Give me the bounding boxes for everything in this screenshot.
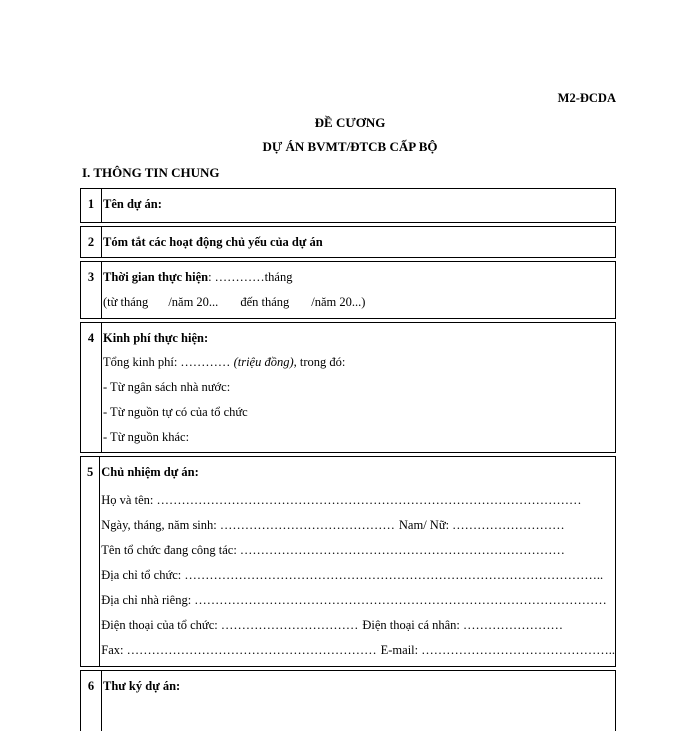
row-secretary bbox=[80, 670, 616, 731]
leader-org-field[interactable]: Tên tổ chức đang công tác: …………………………………………………………………… bbox=[101, 543, 565, 557]
leader-personal-phone-field[interactable]: Điện thoại cá nhân: …………………… bbox=[362, 618, 564, 632]
leader-dob-field[interactable]: Ngày, tháng, năm sinh: …………………………………… bbox=[101, 518, 395, 532]
budget-unit: (triệu đồng) bbox=[233, 355, 294, 369]
leader-email-field[interactable]: E-mail: ……………………………………….. bbox=[380, 643, 615, 657]
row-activities bbox=[80, 226, 616, 257]
doc-title: ĐỀ CƯƠNG bbox=[314, 115, 386, 130]
budget-own: - Từ nguồn tự có của tổ chức bbox=[103, 405, 248, 419]
duration-months: : …………tháng bbox=[208, 270, 293, 284]
row-number: 1 bbox=[81, 189, 102, 222]
info-table bbox=[80, 188, 616, 731]
leader-home-address-field[interactable]: Địa chỉ nhà riêng: ……………………………………………………………………………………… bbox=[101, 593, 607, 607]
leader-gender-field[interactable]: Nam/ Nữ: ……………………… bbox=[398, 518, 565, 532]
row-number: 2 bbox=[81, 227, 102, 257]
duration-to-year: /năm 20...) bbox=[311, 295, 366, 309]
leader-fax-field[interactable]: Fax: …………………………………………………… bbox=[101, 643, 377, 657]
project-name-label: Tên dự án: bbox=[103, 197, 162, 211]
duration-from-year: /năm 20... bbox=[168, 295, 219, 309]
form-code: M2-ĐCDA bbox=[557, 91, 616, 105]
leader-name-field[interactable]: Họ và tên: ………………………………………………………………………………………… bbox=[101, 493, 582, 507]
duration-label: Thời gian thực hiện bbox=[103, 270, 209, 284]
row-number: 4 bbox=[81, 323, 102, 452]
row-duration bbox=[80, 261, 616, 318]
budget-total: Tổng kinh phí: ………… bbox=[103, 355, 234, 369]
row-project-name bbox=[80, 188, 616, 222]
budget-label: Kinh phí thực hiện: bbox=[103, 331, 209, 345]
budget-other: - Từ nguồn khác: bbox=[103, 430, 190, 444]
row-budget bbox=[80, 322, 616, 452]
row-number: 6 bbox=[81, 671, 102, 731]
leader-org-address-field[interactable]: Địa chỉ tổ chức: ……………………………………………………………………………………….. bbox=[101, 568, 604, 582]
section-heading: I. THÔNG TIN CHUNG bbox=[82, 165, 220, 180]
duration-to-month: đến tháng bbox=[240, 295, 290, 309]
duration-from-month: (từ tháng bbox=[103, 295, 149, 309]
doc-subtitle: DỰ ÁN BVMT/ĐTCB CẤP BỘ bbox=[262, 139, 438, 154]
row-project-leader bbox=[80, 456, 616, 666]
secretary-label: Thư ký dự án: bbox=[103, 679, 181, 693]
leader-label: Chủ nhiệm dự án: bbox=[101, 465, 199, 479]
budget-state: - Từ ngân sách nhà nước: bbox=[103, 380, 231, 394]
row-number: 3 bbox=[81, 262, 102, 318]
activities-label: Tóm tắt các hoạt động chủ yếu của dự án bbox=[103, 235, 323, 249]
row-number: 5 bbox=[81, 457, 100, 666]
leader-org-phone-field[interactable]: Điện thoại của tổ chức: …………………………… bbox=[101, 618, 359, 632]
budget-total-suffix: , trong đó: bbox=[293, 355, 346, 369]
